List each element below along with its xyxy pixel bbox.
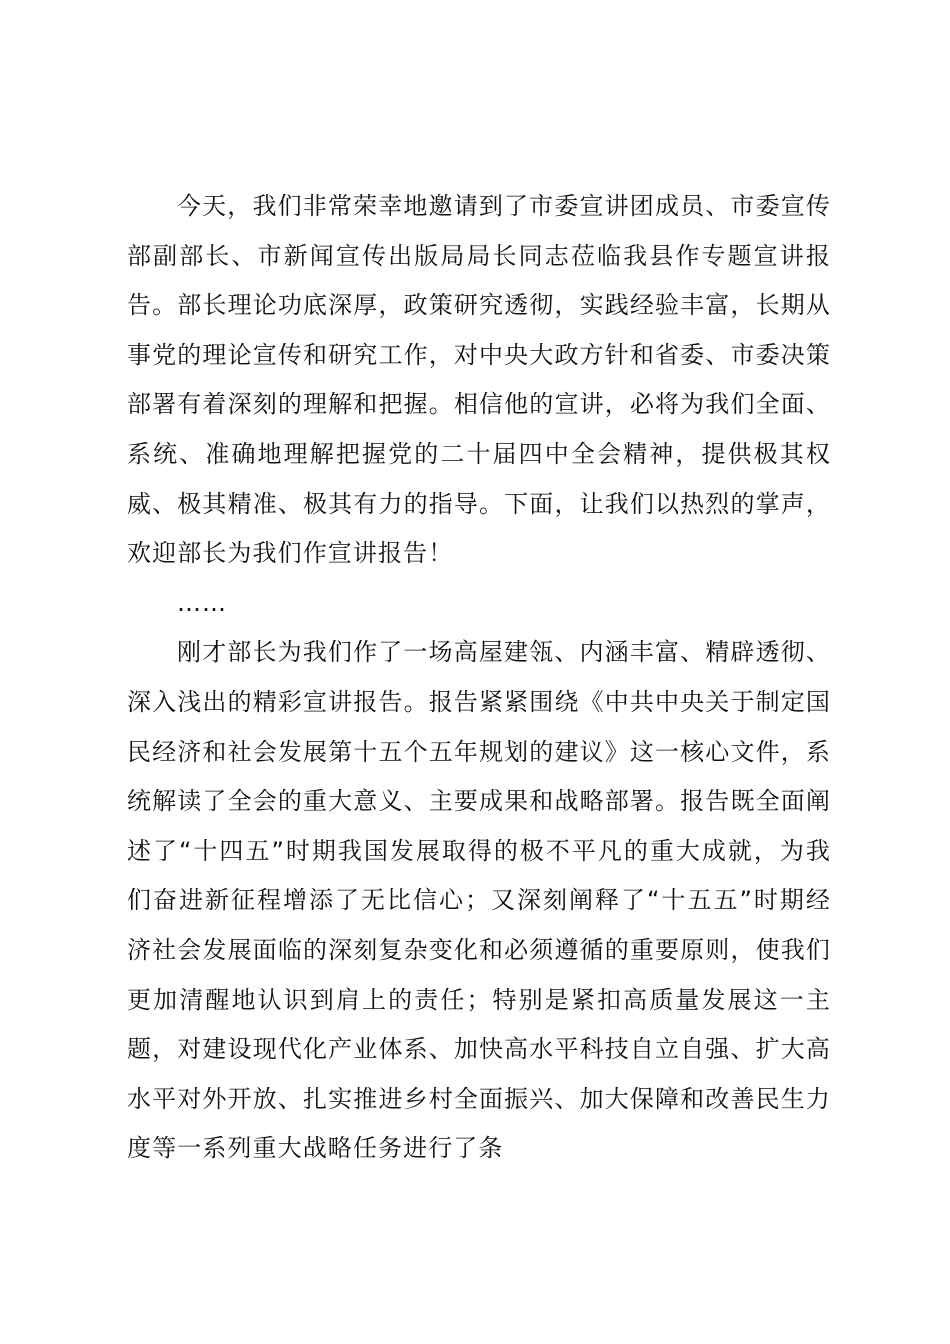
- document-body: [127, 182, 831, 1174]
- paragraph-intro: 今天，我们非常荣幸地邀请到了市委宣讲团成员、市委宣传部副部长、市新闻宣传出版局局长同志莅临我县作专题宣讲报告。部长理论功底深厚，政策研究透彻，实践经验丰富，长期从事党的理论宣传和研究工作，对中央大政方针和省委、市委决策部署有着深刻的理解和把握。相信他的宣讲，必将为我们全面、系统、准确地理解把握党的二十届四中全会精神，提供极其权威、极其精准、极其有力的指导。下面，让我们以热烈的掌声，欢迎部长为我们作宣讲报告！: [127, 192, 831, 568]
- paragraph-ellipsis: ……: [177, 588, 227, 617]
- paragraph-summary: 刚才部长为我们作了一场高屋建瓴、内涵丰富、精辟透彻、深入浅出的精彩宣讲报告。报告紧紧围绕《中共中央关于制定国民经济和社会发展第十五个五年规划的建议》这一核心文件，系统解读了全会的重大意义、主要成果和战略部署。报告既全面阐述了“十四五”时期我国发展取得的极不平凡的重大成就，为我们奋进新征程增添了无比信心；又深刻阐释了“十五五”时期经济社会发展面临的深刻复杂变化和必须遵循的重要原则，使我们更加清醒地认识到肩上的责任；特别是紧扣高质量发展这一主题，对建设现代化产业体系、加快高水平科技自立自强、扩大高水平对外开放、扎实推进乡村全面振兴、加大保障和改善民生力度等一系列重大战略任务进行了条: [127, 638, 831, 1163]
